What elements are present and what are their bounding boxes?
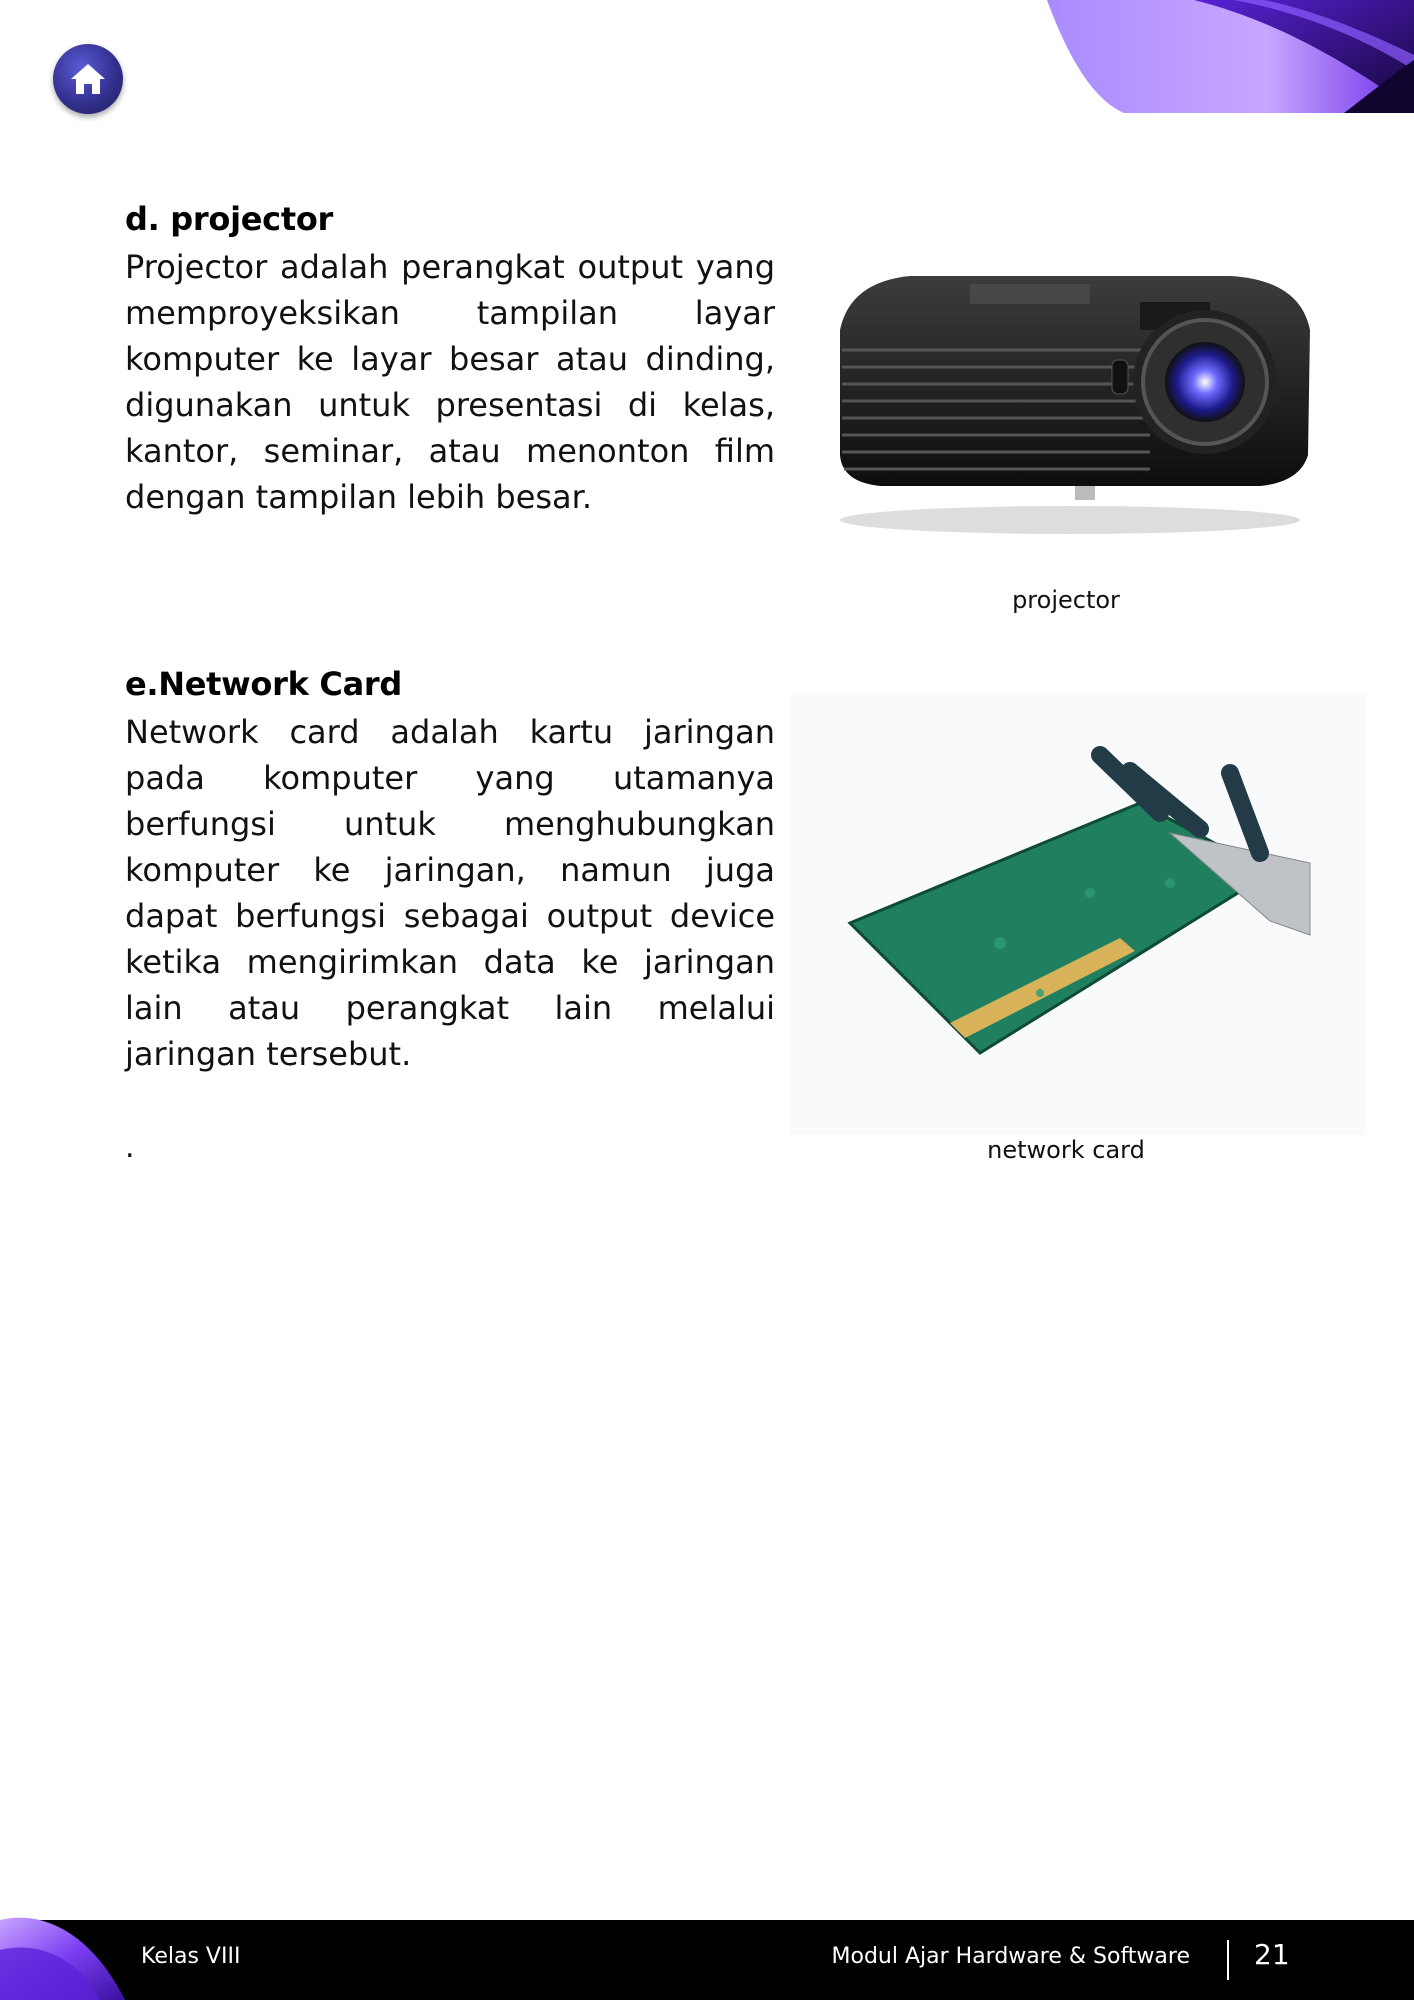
network-card-section — [125, 665, 775, 1077]
footer-class-label: Kelas VIII — [141, 1944, 241, 1969]
footer-module-title: Modul Ajar Hardware & Software — [831, 1944, 1190, 1969]
page-number: 21 — [1254, 1938, 1290, 1971]
home-icon — [69, 62, 107, 96]
trailing-text: . — [125, 1130, 135, 1165]
home-button[interactable] — [53, 44, 123, 114]
section-heading: e.Network Card — [125, 665, 402, 703]
footer — [0, 1920, 1414, 2000]
corner-decoration — [1014, 0, 1414, 113]
footer-decoration — [0, 1910, 125, 2000]
footer-divider — [1227, 1940, 1229, 1980]
projector-image — [820, 250, 1320, 540]
section-heading: d. projector — [125, 200, 333, 238]
section-body: Network card adalah kartu jaringan pada komputer yang utamanya berfungsi untuk menghubungkan komputer ke jaringan, namun juga dapat berfungsi sebagai output device ketika mengirimkan data ke jaringan lain atau perangkat lain melalui jaringan tersebut. — [125, 713, 775, 1073]
projector-caption: projector — [1012, 586, 1120, 614]
projector-section — [125, 200, 775, 520]
section-body: Projector adalah perangkat output yang memproyeksikan tampilan layar komputer ke layar besar atau dinding, digunakan untuk presentasi di kelas, kantor, seminar, atau menonton film dengan tampilan lebih besar. — [125, 248, 775, 516]
network-card-caption: network card — [987, 1136, 1145, 1164]
network-card-image — [790, 693, 1365, 1135]
